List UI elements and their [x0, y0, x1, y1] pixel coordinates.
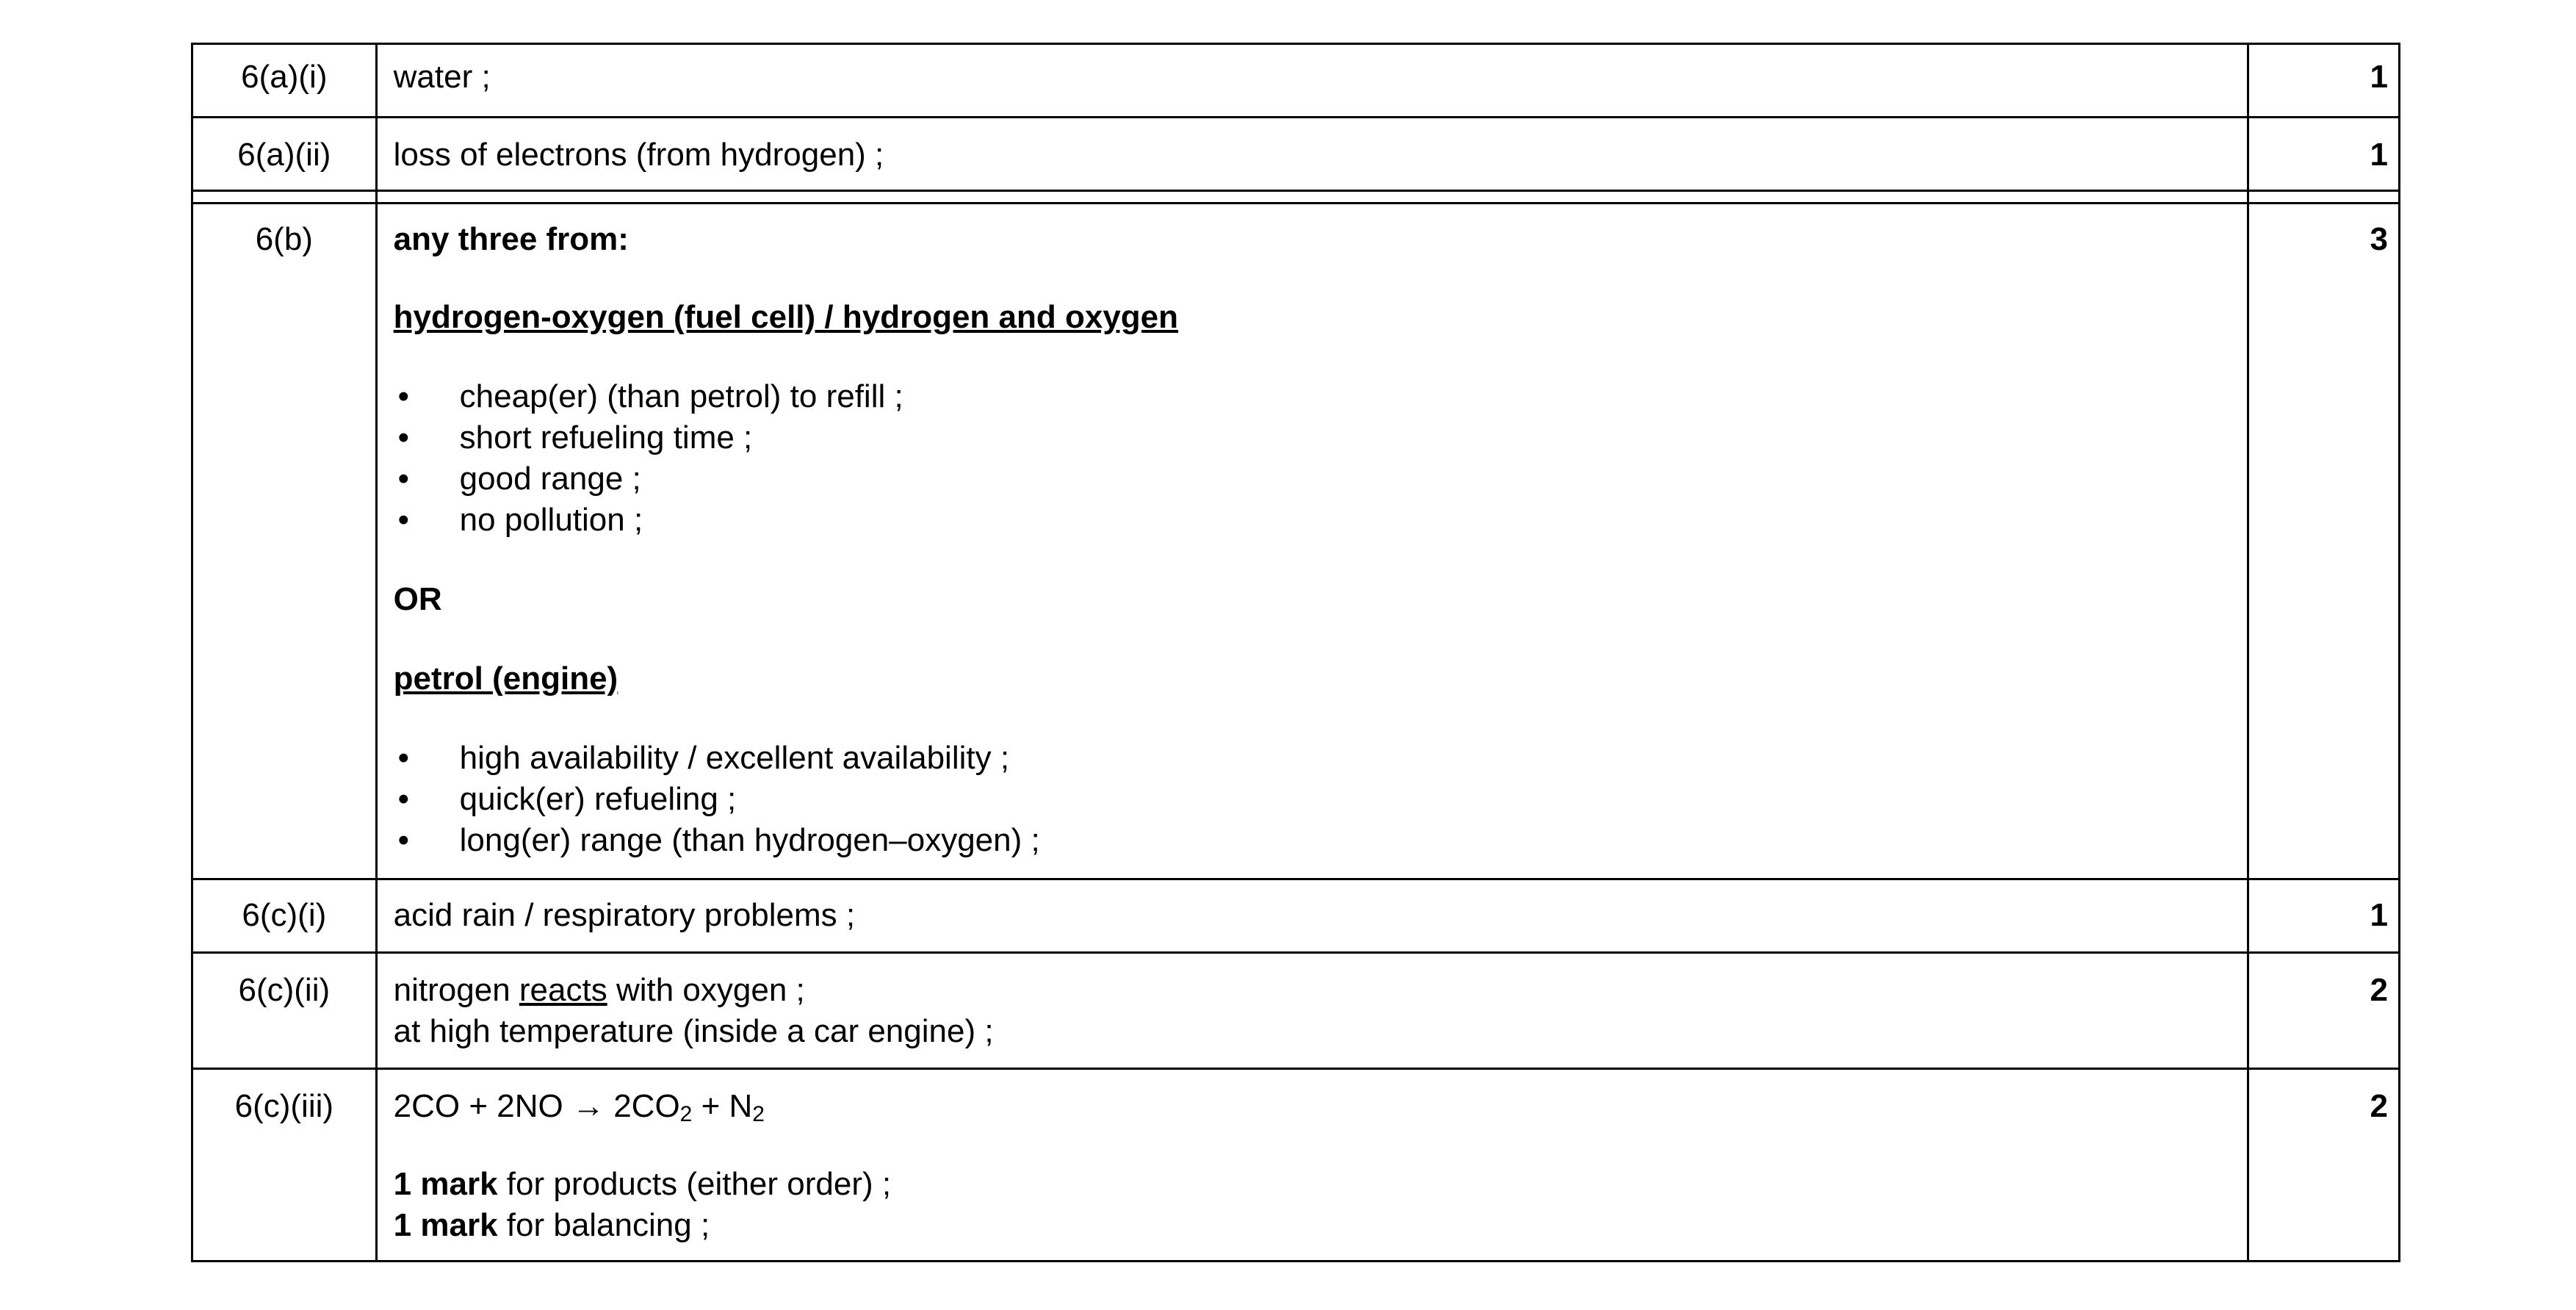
point-text: good range ; — [459, 461, 641, 497]
marks-text: 1 — [2370, 137, 2388, 173]
bullet-icon: • — [397, 502, 410, 538]
question-number-text: 6(a)(i) — [241, 59, 328, 95]
table-row — [192, 953, 2400, 1069]
point-text: high availability / excellent availability ; — [459, 740, 1010, 776]
answer-text: with oxygen ; — [607, 972, 805, 1008]
spacer — [394, 620, 2248, 658]
answer-line — [394, 970, 2248, 1011]
answer-text: acid rain / respiratory problems ; — [393, 897, 856, 933]
spacer — [394, 1127, 2248, 1164]
petrol-points-list — [394, 738, 2248, 861]
answer-cell — [376, 1069, 2248, 1262]
table-row — [192, 118, 2400, 191]
hydrogen-points-list — [394, 376, 2248, 541]
or-label: OR — [393, 581, 442, 617]
marks-text: 2 — [2370, 972, 2388, 1008]
option-heading-petrol: petrol (engine) — [393, 661, 618, 697]
answer-cell — [376, 204, 2248, 879]
spacer — [394, 260, 2248, 297]
mark-line — [394, 1164, 2248, 1205]
point-text: cheap(er) (than petrol) to refill ; — [459, 378, 903, 414]
marks-cell — [2248, 879, 2400, 953]
question-number-text: 6(c)(i) — [242, 897, 327, 933]
answer-text: water ; — [393, 59, 491, 95]
divider-cell — [2248, 191, 2400, 204]
marks-text: 2 — [2370, 1088, 2388, 1124]
underlined-keyword: reacts — [519, 972, 607, 1008]
question-number — [192, 879, 377, 953]
marks-cell — [2248, 953, 2400, 1069]
answer-cell — [376, 44, 2248, 118]
mark-count: 1 mark — [393, 1207, 498, 1243]
table-row — [192, 1069, 2400, 1262]
marks-cell — [2248, 44, 2400, 118]
divider-cell — [192, 191, 377, 204]
answer-text: nitrogen — [393, 972, 519, 1008]
point-text: quick(er) refueling ; — [459, 781, 737, 817]
mark-line — [394, 1205, 2248, 1246]
bullet-icon: • — [397, 420, 410, 456]
question-number-text: 6(a)(ii) — [237, 137, 331, 173]
list-item — [394, 500, 2248, 541]
marks-text: 3 — [2370, 221, 2388, 257]
marks-cell — [2248, 1069, 2400, 1262]
spacer — [394, 699, 2248, 738]
question-number — [192, 953, 377, 1069]
list-item — [394, 779, 2248, 820]
table-row — [192, 879, 2400, 953]
marks-cell — [2248, 118, 2400, 191]
list-item — [394, 376, 2248, 417]
bullet-icon: • — [397, 461, 410, 497]
marks-text: 1 — [2370, 897, 2388, 933]
table-row — [192, 204, 2400, 879]
mark-description: for balancing ; — [497, 1207, 710, 1243]
row-divider — [192, 191, 2400, 204]
question-number — [192, 1069, 377, 1262]
bullet-icon: • — [397, 781, 410, 817]
divider-cell — [376, 191, 2248, 204]
question-number-text: 6(b) — [255, 221, 313, 257]
table-row — [192, 44, 2400, 118]
bullet-icon: • — [397, 822, 410, 858]
subscript: 2 — [752, 1102, 765, 1126]
any-three-label: any three from: — [393, 221, 629, 257]
mark-count: 1 mark — [393, 1166, 498, 1202]
option-heading-hydrogen: hydrogen-oxygen (fuel cell) / hydrogen and oxygen — [393, 299, 1179, 335]
subscript: 2 — [679, 1102, 693, 1126]
marks-text: 1 — [2370, 59, 2388, 95]
spacer — [394, 338, 2248, 376]
list-item — [394, 417, 2248, 458]
point-text: no pollution ; — [459, 502, 643, 538]
question-number — [192, 44, 377, 118]
spacer — [394, 541, 2248, 579]
point-text: long(er) range (than hydrogen–oxygen) ; — [459, 822, 1040, 858]
answer-cell — [376, 118, 2248, 191]
mark-description: for products (either order) ; — [497, 1166, 892, 1202]
list-item — [394, 458, 2248, 500]
list-item — [394, 820, 2248, 861]
equation-text: + N — [692, 1088, 753, 1124]
question-number — [192, 204, 377, 879]
question-number-text: 6(c)(iii) — [234, 1088, 334, 1124]
answer-line: at high temperature (inside a car engine) ; — [393, 1013, 994, 1049]
answer-text: loss of electrons (from hydrogen) ; — [393, 137, 884, 173]
question-number — [192, 118, 377, 191]
answer-cell — [376, 879, 2248, 953]
bullet-icon: • — [397, 740, 410, 776]
equation-text: 2CO + 2NO → 2CO — [393, 1088, 680, 1124]
mark-scheme-table — [191, 43, 2400, 1262]
bullet-icon: • — [397, 378, 410, 414]
question-number-text: 6(c)(ii) — [238, 972, 331, 1008]
answer-cell — [376, 953, 2248, 1069]
point-text: short refueling time ; — [459, 420, 753, 456]
marks-cell — [2248, 204, 2400, 879]
chemical-equation — [394, 1086, 2248, 1127]
list-item — [394, 738, 2248, 779]
